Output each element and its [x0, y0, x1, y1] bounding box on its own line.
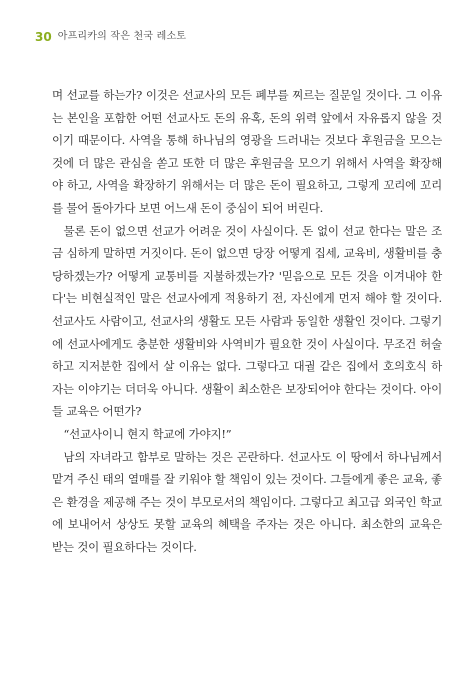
page-number: 30 — [35, 30, 52, 44]
page-header — [35, 30, 435, 62]
running-title: 아프리카의 작은 천국 레소토 — [57, 31, 187, 42]
paragraph: 며 선교를 하는가? 이것은 선교사의 모든 폐부를 찌르는 질문일 것이다. 그 이유는 본인을 포함한 어떤 선교사도 돈의 유혹, 돈의 위력 앞에서 자유롭지 않을 것이기 때문이다. 사역을 통해 하나님의 영광을 드러내는 것보다 후원금을 모으는 것에 더 많은 관심을 쏟고 또한 더 많은 후원금을 모으기 위해서 사역을 확장해야 하고, 사역을 확장하기 위해서는 더 많은 돈이 필요하고, 그렇게 꼬리에 꼬리를 물어 돌아가다 보면 어느새 돈이 중심이 되어 버린다. — [52, 88, 442, 215]
paragraph: 남의 자녀라고 함부로 말하는 것은 곤란하다. 선교사도 이 땅에서 하나님께서 맡겨 주신 태의 열매를 잘 키워야 할 책임이 있는 것이다. 그들에게 좋은 교육, 좋은 환경을 제공해 주는 것이 부모로서의 책임이다. 그렇다고 최고급 외국인 학교에 보내어서 상상도 못할 교육의 혜택을 주자는 것은 아니다. 최소한의 교육은 받는 것이 필요하다는 것이다. — [52, 449, 443, 554]
body-text — [52, 84, 442, 558]
paragraph: 물론 돈이 없으면 선교가 어려운 것이 사실이다. 돈 없이 선교 한다는 말은 조금 심하게 말하면 거짓이다. 돈이 없으면 당장 어떻게 집세, 교육비, 생활비를 충당하겠는가? 어떻게 교통비를 지불하겠는가? '믿음으로 모든 것을 이겨내야 한다'는 비현실적인 말은 선교사에게 적용하기 전, 자신에게 먼저 해야 할 것이다. 선교사도 사람이고, 선교사의 생활도 모든 사람과 동일한 생활인 것이다. 그렇기에 선교사에게도 충분한 생활비와 사역비가 필요한 것이 사실이다. 무조건 허술하고 지저분한 집에서 살 이유는 없다. 그렇다고 대궐 같은 집에서 호의호식 하자는 이야기는 더더욱 아니다. 생활이 최소한은 보장되어야 한다는 것이다. 아이들 교육은 어떤가? — [52, 223, 442, 419]
quote-paragraph: “선교사이니 현지 학교에 가야지!” — [63, 426, 232, 441]
